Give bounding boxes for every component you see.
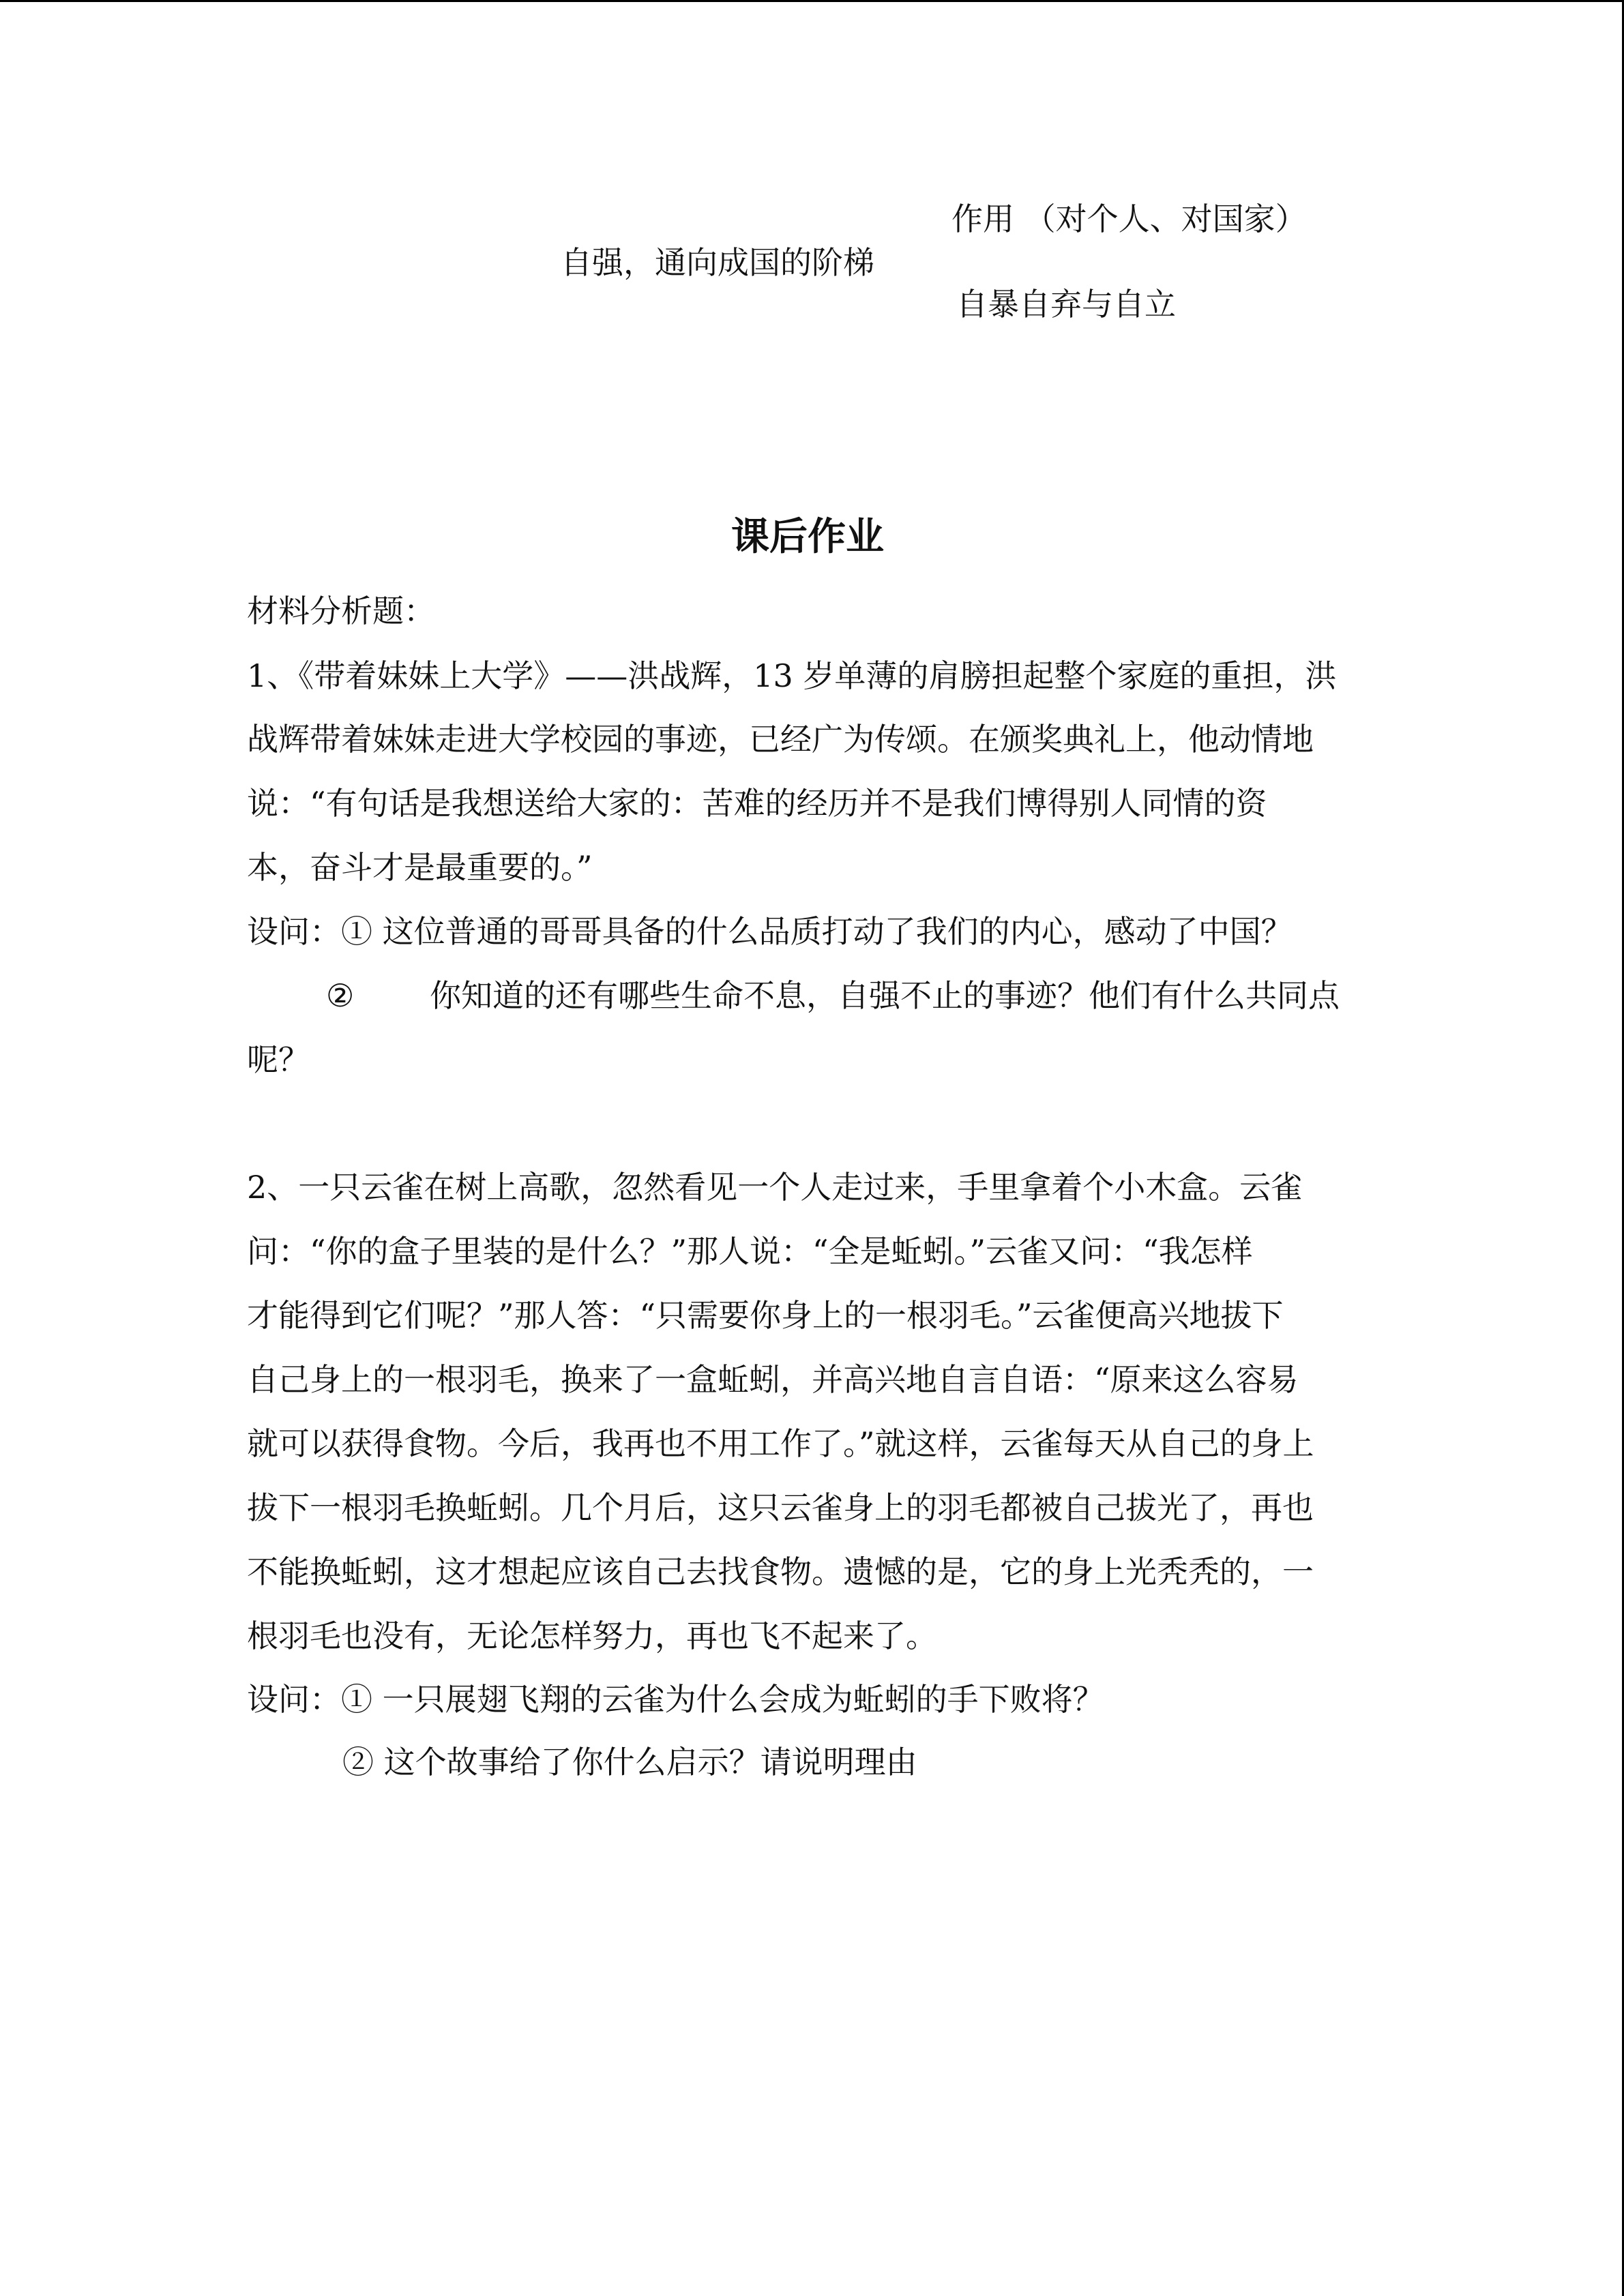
q1-ask-2-continuation: 呢？ bbox=[247, 1041, 310, 1078]
page-top-border bbox=[0, 0, 1624, 2]
q2-line-6: 拔下一根羽毛换蚯蚓。几个月后，这只云雀身上的羽毛都被自己拔光了，再也 bbox=[247, 1489, 1314, 1526]
q1-line-2: 战辉带着妹妹走进大学校园的事迹，已经广为传颂。在颁奖典礼上，他动情地 bbox=[247, 721, 1314, 758]
outline-contrast: 自暴自弃与自立 bbox=[956, 286, 1176, 323]
q2-line-8: 根羽毛也没有，无论怎样努力，再也飞不起来了。 bbox=[247, 1617, 937, 1654]
q1-line-3: 说：“有句话是我想送给大家的：苦难的经历并不是我们博得别人同情的资 bbox=[247, 785, 1267, 822]
q1-ask-2-text: 你知道的还有哪些生命不息，自强不止的事迹？他们有什么共同点 bbox=[430, 977, 1340, 1014]
q2-ask-1: 设问：① 一只展翅飞翔的云雀为什么会成为蚯蚓的手下败将？ bbox=[247, 1681, 1104, 1718]
q2-ask-2: ② 这个故事给了你什么启示？请说明理由 bbox=[342, 1744, 917, 1780]
q1-line-4: 本，奋斗才是最重要的。” bbox=[247, 849, 593, 886]
homework-title: 课后作业 bbox=[731, 515, 884, 559]
q2-line-7: 不能换蚯蚓，这才想起应该自己去找食物。遗憾的是，它的身上光秃秃的，一 bbox=[247, 1553, 1314, 1590]
q2-line-1: 2、一只云雀在树上高歌，忽然看见一个人走过来，手里拿着个小木盒。云雀 bbox=[247, 1169, 1303, 1206]
outline-role: 作用 （对个人、对国家） bbox=[951, 200, 1307, 237]
section-label: 材料分析题： bbox=[247, 593, 435, 629]
q2-line-2: 问：“你的盒子里装的是什么？”那人说：“全是蚯蚓。”云雀又问：“我怎样 bbox=[247, 1233, 1253, 1270]
q1-ask-2-number: ② bbox=[326, 977, 355, 1014]
q1-line-1: 1、《带着妹妹上大学》——洪战辉，13 岁单薄的肩膀担起整个家庭的重担，洪 bbox=[247, 657, 1337, 694]
q2-line-5: 就可以获得食物。今后，我再也不用工作了。”就这样，云雀每天从自己的身上 bbox=[247, 1425, 1314, 1462]
outline-topic: 自强，通向成国的阶梯 bbox=[561, 244, 874, 281]
q1-ask-1: 设问：① 这位普通的哥哥具备的什么品质打动了我们的内心，感动了中国？ bbox=[247, 913, 1293, 950]
q2-line-4: 自己身上的一根羽毛，换来了一盒蚯蚓，并高兴地自言自语：“原来这么容易 bbox=[247, 1361, 1299, 1398]
q2-line-3: 才能得到它们呢？”那人答：“只需要你身上的一根羽毛。”云雀便高兴地拔下 bbox=[247, 1297, 1284, 1334]
